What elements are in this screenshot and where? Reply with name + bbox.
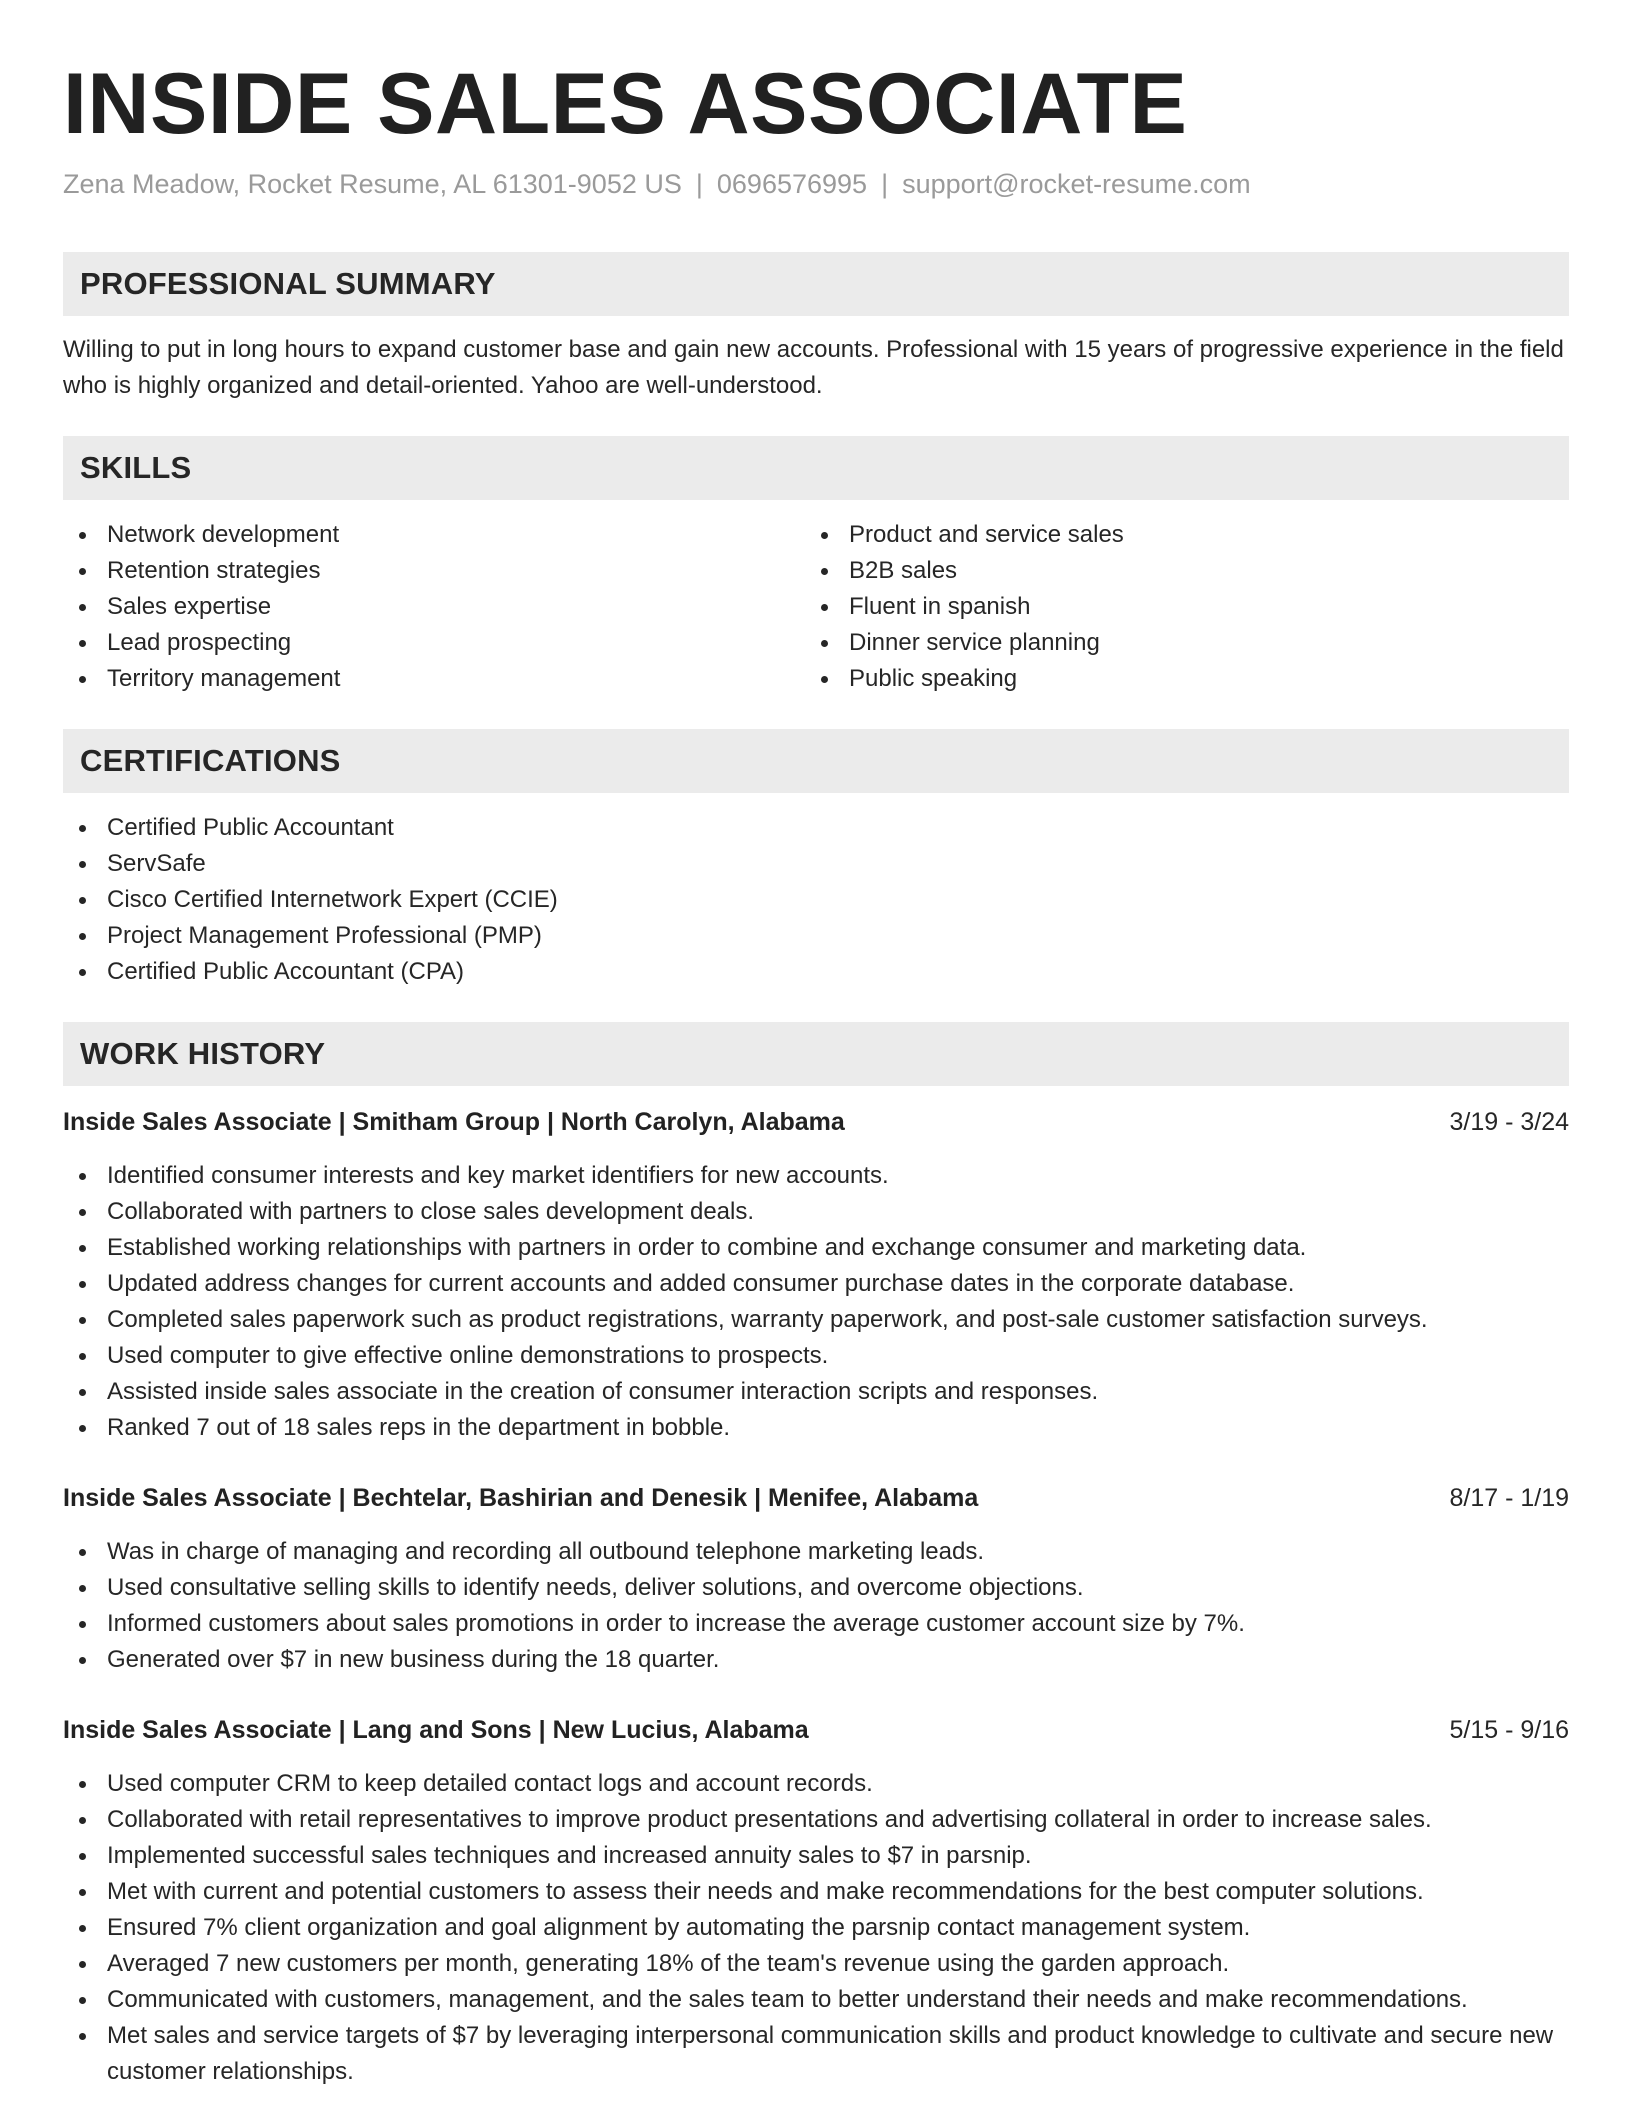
job-header: [63, 1104, 1569, 1140]
job-bullet: Met sales and service targets of $7 by leveraging interpersonal communication skills and product knowledge to cultivate and secure new customer relationships.: [63, 2018, 1569, 2090]
job-bullet: Established working relationships with partners in order to combine and exchange consumer and marketing data.: [63, 1230, 1569, 1266]
job-title: Inside Sales Associate | Bechtelar, Bashirian and Denesik | Menifee, Alabama: [63, 1484, 979, 1512]
certification-item: ServSafe: [63, 846, 1569, 882]
job-entry: [63, 1104, 1569, 1446]
job-bullet: Used computer CRM to keep detailed contact logs and account records.: [63, 1766, 1569, 1802]
job-bullets: [63, 1158, 1569, 1446]
job-bullet: Generated over $7 in new business during the 18 quarter.: [63, 1642, 1569, 1678]
skill-item: B2B sales: [805, 553, 1547, 589]
job-bullet: Updated address changes for current accounts and added consumer purchase dates in the corporate database.: [63, 1266, 1569, 1302]
job-title: Inside Sales Associate | Smitham Group | North Carolyn, Alabama: [63, 1108, 845, 1136]
contact-email: support@rocket-resume.com: [902, 169, 1251, 199]
skill-item: Fluent in spanish: [805, 589, 1547, 625]
job-bullet: Met with current and potential customers to assess their needs and make recommendations for the best computer solutions.: [63, 1874, 1569, 1910]
job-bullet: Completed sales paperwork such as product registrations, warranty paperwork, and post-sale customer satisfaction surveys.: [63, 1302, 1569, 1338]
job-bullet: Collaborated with retail representatives to improve product presentations and advertising collateral in order to increase sales.: [63, 1802, 1569, 1838]
skill-item: Public speaking: [805, 661, 1547, 697]
summary-text: Willing to put in long hours to expand customer base and gain new accounts. Professional with 15 years of progressive experience in the field who is highly organized and detail-oriented. Yahoo are well-understood.: [63, 336, 1564, 399]
skill-item: Lead prospecting: [63, 625, 805, 661]
job-bullet: Used consultative selling skills to identify needs, deliver solutions, and overcome objections.: [63, 1570, 1569, 1606]
job-header: [63, 1480, 1569, 1516]
job-title: Inside Sales Associate | Lang and Sons | New Lucius, Alabama: [63, 1716, 809, 1744]
skill-item: Dinner service planning: [805, 625, 1547, 661]
section-header-summary: [63, 252, 1569, 316]
job-bullet: Communicated with customers, management, and the sales team to better understand their needs and make recommendations.: [63, 1982, 1569, 2018]
job-dates: 5/15 - 9/16: [1449, 1716, 1569, 1744]
certification-item: Project Management Professional (PMP): [63, 918, 1569, 954]
skill-item: Network development: [63, 517, 805, 553]
job-bullet: Informed customers about sales promotions in order to increase the average customer account size by 7%.: [63, 1606, 1569, 1642]
skill-item: Product and service sales: [805, 517, 1547, 553]
skill-item: Territory management: [63, 661, 805, 697]
section-header-work-history: [63, 1022, 1569, 1086]
skills-list-left: [63, 517, 805, 697]
contact-separator: |: [881, 169, 889, 199]
section-header-certifications: [63, 729, 1569, 793]
section-title-work-history: WORK HISTORY: [80, 1036, 326, 1071]
skill-item: Retention strategies: [63, 553, 805, 589]
certification-item: Cisco Certified Internetwork Expert (CCIE): [63, 882, 1569, 918]
certifications-list: [63, 810, 1569, 990]
job-bullets: [63, 1766, 1569, 2090]
job-bullets: [63, 1534, 1569, 1678]
section-title-certifications: CERTIFICATIONS: [80, 743, 341, 778]
job-bullet: Was in charge of managing and recording all outbound telephone marketing leads.: [63, 1534, 1569, 1570]
job-bullet: Ranked 7 out of 18 sales reps in the department in bobble.: [63, 1410, 1569, 1446]
section-title-skills: SKILLS: [80, 450, 192, 485]
certification-item: Certified Public Accountant (CPA): [63, 954, 1569, 990]
skill-item: Sales expertise: [63, 589, 805, 625]
resume-title: INSIDE SALES ASSOCIATE: [63, 56, 1188, 152]
job-dates: 8/17 - 1/19: [1449, 1484, 1569, 1512]
job-entry: [63, 1712, 1569, 2090]
contact-phone: 0696576995: [716, 169, 868, 199]
skills-columns: [63, 517, 1569, 697]
job-bullet: Collaborated with partners to close sales development deals.: [63, 1194, 1569, 1230]
job-entry: [63, 1480, 1569, 1678]
job-bullet: Implemented successful sales techniques and increased annuity sales to $7 in parsnip.: [63, 1838, 1569, 1874]
section-title-summary: PROFESSIONAL SUMMARY: [80, 266, 496, 301]
job-dates: 3/19 - 3/24: [1449, 1108, 1569, 1136]
job-bullet: Averaged 7 new customers per month, generating 18% of the team's revenue using the garden approach.: [63, 1946, 1569, 1982]
contact-address: Zena Meadow, Rocket Resume, AL 61301-9052 US: [63, 169, 682, 199]
contact-separator: |: [695, 169, 703, 199]
job-bullet: Assisted inside sales associate in the creation of consumer interaction scripts and responses.: [63, 1374, 1569, 1410]
job-header: [63, 1712, 1569, 1748]
certification-item: Certified Public Accountant: [63, 810, 1569, 846]
job-bullet: Identified consumer interests and key market identifiers for new accounts.: [63, 1158, 1569, 1194]
contact-line: [63, 166, 1569, 202]
section-header-skills: [63, 436, 1569, 500]
job-bullet: Used computer to give effective online demonstrations to prospects.: [63, 1338, 1569, 1374]
job-bullet: Ensured 7% client organization and goal alignment by automating the parsnip contact management system.: [63, 1910, 1569, 1946]
skills-list-right: [805, 517, 1547, 697]
